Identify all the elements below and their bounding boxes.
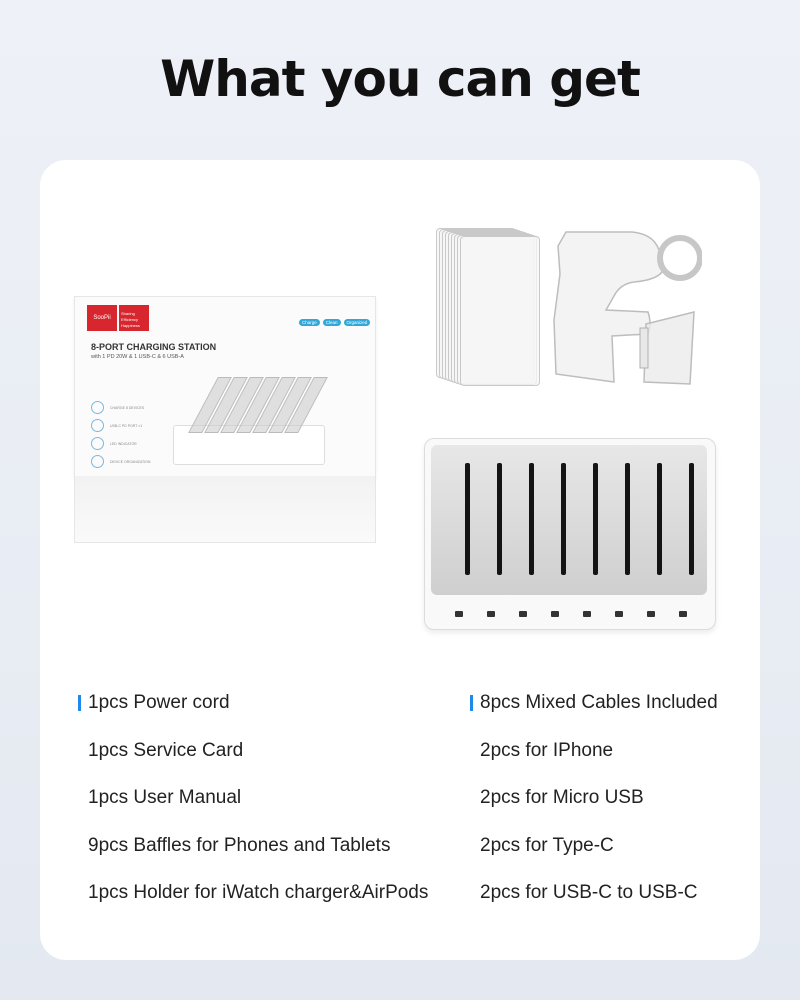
box-subtitle: with 1 PD 20W & 1 USB-C & 6 USB-A — [91, 354, 184, 360]
list-item — [78, 878, 428, 926]
holder-image — [552, 224, 702, 390]
holder-ring — [660, 238, 700, 278]
station-slot — [529, 463, 534, 575]
box-feature — [91, 419, 142, 432]
list-item — [470, 783, 718, 831]
box-feature-label: CHARGE 8 DEVICES — [110, 405, 145, 410]
box-feature-label: DEVICE ORGANIZATION — [110, 459, 151, 464]
brand-logo: SooPii — [87, 305, 117, 331]
list-item-label: 9pcs Baffles for Phones and Tablets — [88, 834, 391, 856]
box-feature — [91, 437, 137, 450]
list-item-label: 1pcs Holder for iWatch charger&AirPods — [88, 882, 429, 903]
holder-bracket — [644, 312, 694, 384]
product-box-image — [74, 296, 374, 542]
station-port — [519, 611, 527, 617]
station-slot — [465, 463, 470, 575]
list-item-label: 8pcs Mixed Cables Included — [480, 692, 718, 713]
list-item — [470, 831, 718, 879]
station-slot — [657, 463, 662, 575]
list-item — [470, 736, 718, 784]
list-item-label: 2pcs for Micro USB — [480, 787, 644, 808]
list-item — [78, 831, 428, 879]
list-item-label: 2pcs for Type-C — [480, 834, 614, 856]
list-item — [78, 688, 428, 736]
station-slot — [497, 463, 502, 575]
station-top-plate — [431, 445, 707, 595]
station-port — [583, 611, 591, 617]
station-slot — [593, 463, 598, 575]
charge-icon — [91, 401, 104, 414]
box-feature-label: LED INDICATOR — [110, 441, 137, 446]
list-item-label: 1pcs User Manual — [88, 787, 242, 808]
station-port — [487, 611, 495, 617]
station-port — [679, 611, 687, 617]
box-title: 8-PORT CHARGING STATION — [91, 342, 217, 352]
baffle-plate — [460, 236, 540, 386]
led-icon — [91, 437, 104, 450]
accent-bar — [470, 695, 473, 711]
station-slot — [689, 463, 694, 575]
box-feature — [91, 455, 150, 468]
station-slot — [625, 463, 630, 575]
list-item — [470, 878, 718, 926]
baffles-image — [436, 228, 540, 384]
box-feature-label: USB-C PD PORT ×1 — [110, 423, 143, 428]
charging-station-image — [424, 438, 716, 630]
accessories-list — [78, 688, 428, 926]
list-item — [470, 688, 718, 736]
box-feature — [91, 401, 144, 414]
list-item — [78, 736, 428, 784]
box-tag-clean: Clean — [323, 319, 341, 326]
station-port — [647, 611, 655, 617]
cables-list — [470, 688, 718, 926]
list-item-label: 2pcs for USB-C to USB-C — [480, 882, 698, 903]
list-item — [78, 783, 428, 831]
holder-clip — [640, 328, 648, 368]
list-item-label: 1pcs Power cord — [88, 692, 230, 713]
accent-bar — [78, 695, 81, 711]
usb-icon — [91, 419, 104, 432]
brand-tagline: Sharing Efficiency Happiness — [119, 305, 149, 331]
box-front — [74, 296, 376, 478]
page-title: What you can get — [160, 50, 640, 108]
organize-icon — [91, 455, 104, 468]
box-tags — [299, 319, 370, 326]
box-side — [74, 476, 376, 543]
station-port — [551, 611, 559, 617]
box-tag-organized: Organized — [344, 319, 371, 326]
station-slot — [561, 463, 566, 575]
station-port — [615, 611, 623, 617]
station-port — [455, 611, 463, 617]
box-tag-charge: Charge — [299, 319, 320, 326]
list-item-label: 1pcs Service Card — [88, 739, 244, 761]
list-item-label: 2pcs for IPhone — [480, 739, 614, 761]
